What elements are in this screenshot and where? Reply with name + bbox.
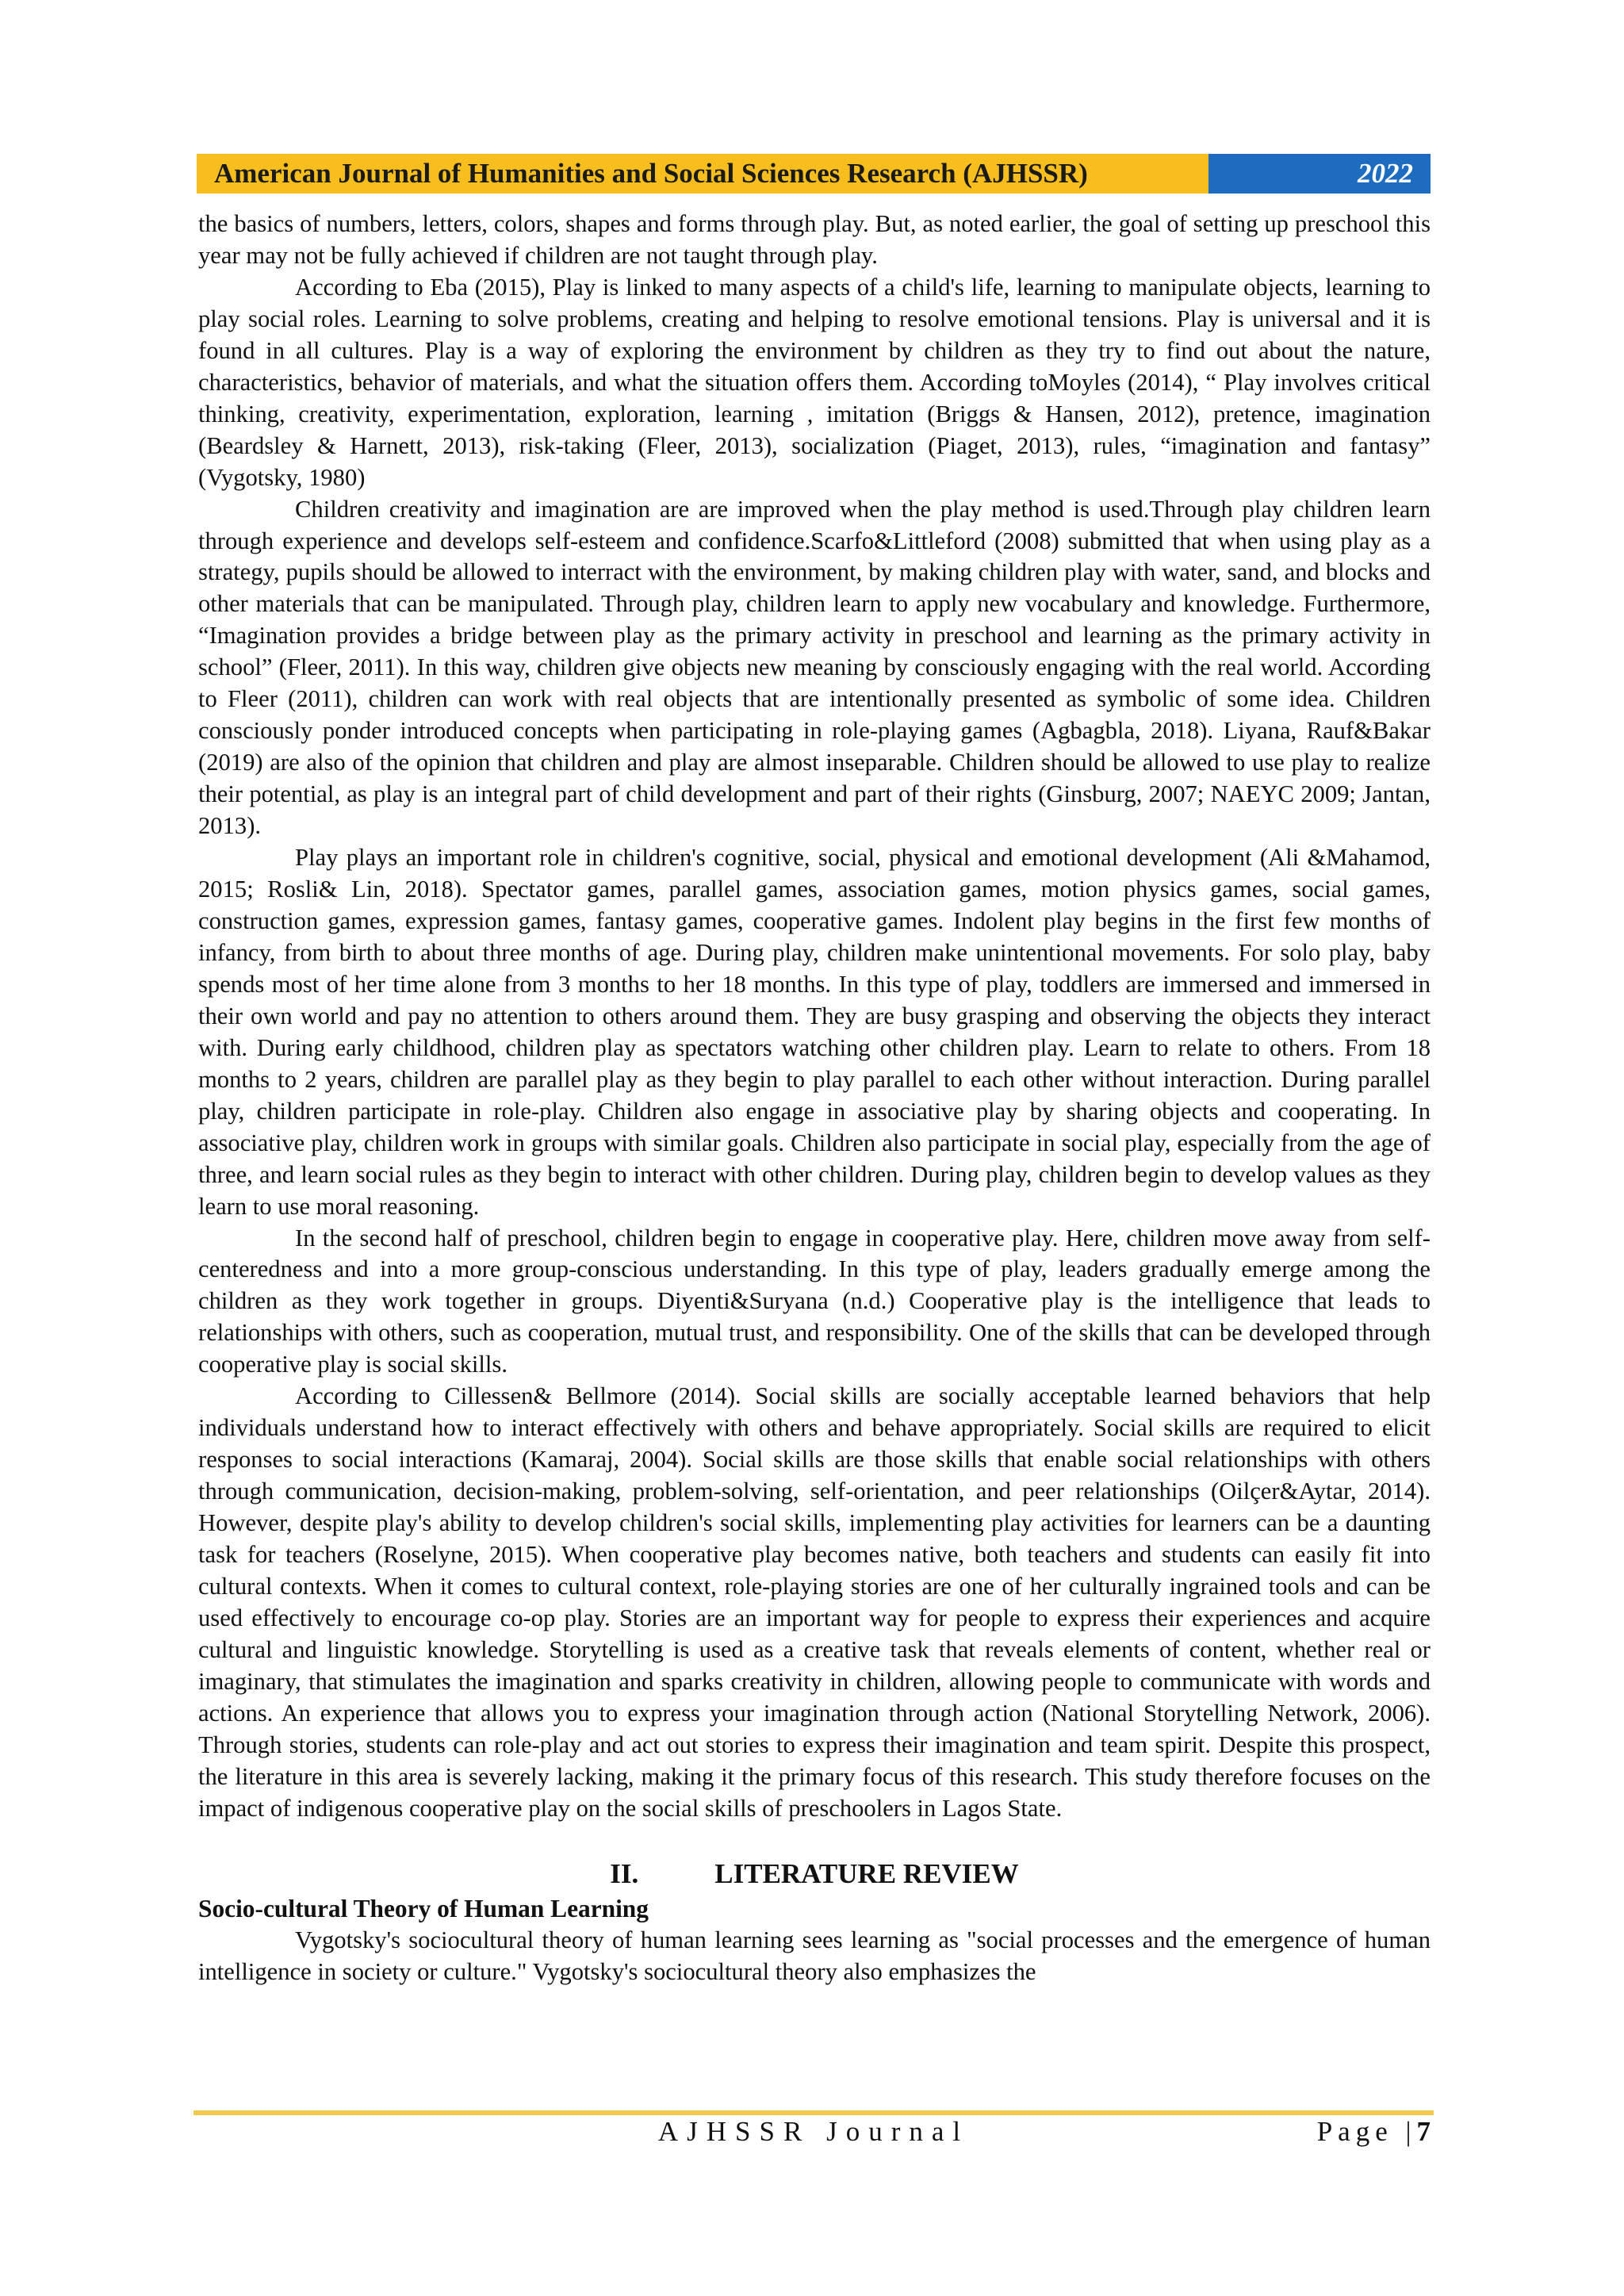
section-heading	[198, 1857, 1431, 1892]
body-paragraph: In the second half of preschool, children begin to engage in cooperative play. Here, children move away from self-centeredness and into a more group-conscious understanding. In this type of play, leaders gradually emerge among the children as they work together in groups. Diyenti&Suryana (n.d.) Cooperative play is the intelligence that leads to relationships with others, such as cooperation, mutual trust, and responsibility. One of the skills that can be developed through cooperative play is social skills.	[198, 1224, 1431, 1378]
footer-journal-name: AJHSSR Journal	[657, 2116, 970, 2147]
body-paragraph: the basics of numbers, letters, colors, shapes and forms through play. But, as noted earlier, the goal of setting up preschool this year may not be fully achieved if children are not taught through play.	[198, 210, 1431, 269]
body-paragraph: Play plays an important role in children's cognitive, social, physical and emotional development (Ali &Mahamod, 2015; Rosli& Lin, 2018). Spectator games, parallel games, association games, motion physics games, social games, construction games, expression games, fantasy games, cooperative games. Indolent play begins in the first few months of infancy, from birth to about three months of age. During play, children make unintentional movements. For solo play, baby spends most of her time alone from 3 months to her 18 months. In this type of play, toddlers are immersed and immersed in their own world and pay no attention to others around them. They are busy grasping and observing the objects they interact with. During early childhood, children play as spectators watching other children play. Learn to relate to others. From 18 months to 2 years, children are parallel play as they begin to play parallel to each other without interaction. During parallel play, children participate in role-play. Children also engage in associative play by sharing objects and cooperating. In associative play, children work in groups with similar goals. Children also participate in social play, especially from the age of three, and learn social rules as they begin to interact with other children. During play, children begin to develop values as they learn to use moral reasoning.	[198, 844, 1431, 1220]
section-title: LITERATURE REVIEW	[714, 1857, 1019, 1889]
subsection-heading: Socio-cultural Theory of Human Learning	[198, 1894, 649, 1922]
body-paragraph: Children creativity and imagination are are improved when the play method is used.Through play children learn through experience and develops self-esteem and confidence.Scarfo&Littleford (2008) submitted that when using play as a strategy, pupils should be allowed to interract with the environment, by making children play with water, sand, and blocks and other materials that can be manipulated. Through play, children learn to apply new vocabulary and knowledge. Furthermore, “Imagination provides a bridge between play as the primary activity in preschool and learning as the primary activity in school” (Fleer, 2011). In this way, children give objects new meaning by consciously engaging with the real world. According to Fleer (2011), children can work with real objects that are intentionally presented as symbolic of some idea. Children consciously ponder introduced concepts when participating in role-playing games (Agbagbla, 2018). Liyana, Rauf&Bakar (2019) are also of the opinion that children and play are almost inseparable. Children should be allowed to use play to realize their potential, as play is an integral part of child development and part of their rights (Ginsburg, 2007; NAEYC 2009; Jantan, 2013).	[198, 495, 1431, 840]
page-footer	[193, 2112, 1434, 2152]
journal-title: American Journal of Humanities and Social Sciences Research (AJHSSR)	[197, 154, 1208, 194]
page-number	[1317, 2112, 1431, 2152]
body-paragraph: According to Cillessen& Bellmore (2014). Social skills are socially acceptable learned behaviors that help individuals understand how to interact effectively with others and behave appropriately. Social skills are required to elicit responses to social interactions (Kamaraj, 2004). Social skills are those skills that enable social relationships with others through communication, decision-making, problem-solving, self-orientation, and peer relationships (Oilçer&Aytar, 2014). However, despite play's ability to develop children's social skills, implementing play activities for learners can be a daunting task for teachers (Roselyne, 2015). When cooperative play becomes native, both teachers and students can easily fit into cultural contexts. When it comes to cultural context, role-playing stories are one of her culturally ingrained tools and can be used effectively to encourage co-op play. Stories are an important way for people to express their experiences and acquire cultural and linguistic knowledge. Storytelling is used as a creative task that reveals elements of content, whether real or imaginary, that stimulates the imagination and sparks creativity in children, allowing people to communicate with words and actions. An experience that allows you to express your imagination through action (National Storytelling Network, 2006). Through stories, students can role-play and act out stories to express their imagination and team spirit. Despite this prospect, the literature in this area is severely lacking, making it the primary focus of this research. This study therefore focuses on the impact of indigenous cooperative play on the social skills of preschoolers in Lagos State.	[198, 1382, 1431, 1822]
body-paragraph: Vygotsky's sociocultural theory of human learning sees learning as "social processes and the emergence of human intelligence in society or culture." Vygotsky's sociocultural theory also emphasizes the	[198, 1926, 1431, 1985]
journal-header	[197, 154, 1431, 194]
journal-year: 2022	[1208, 154, 1431, 194]
page-number-value: 7	[1416, 2116, 1431, 2147]
body-paragraph: According to Eba (2015), Play is linked to many aspects of a child's life, learning to manipulate objects, learning to play social roles. Learning to solve problems, creating and helping to resolve emotional tensions. Play is universal and it is found in all cultures. Play is a way of exploring the environment by children as they try to find out about the nature, characteristics, behavior of materials, and what the situation offers them. According toMoyles (2014), “ Play involves critical thinking, creativity, experimentation, exploration, learning , imitation (Briggs & Hansen, 2012), pretence, imagination (Beardsley & Harnett, 2013), risk-taking (Fleer, 2013), socialization (Piaget, 2013), rules, “imagination and fantasy” (Vygotsky, 1980)	[198, 273, 1431, 491]
page-label: Page |	[1316, 2116, 1417, 2147]
article-body	[198, 209, 1431, 1988]
section-number: II.	[610, 1857, 639, 1889]
